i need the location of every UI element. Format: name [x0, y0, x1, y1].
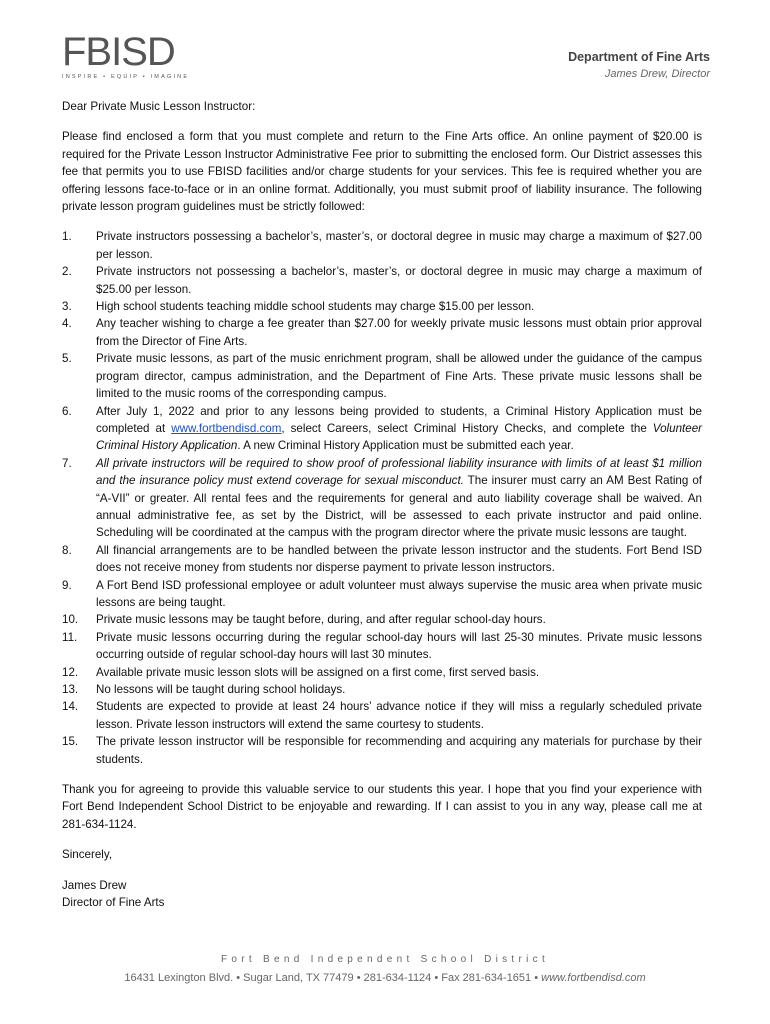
list-item [62, 315, 702, 350]
item-text: Private music lessons, as part of the music enrichment program, shall be allowed under the guidance of the campus program director, campus administration, and the Department of Fine Arts. These private music lessons shall be limited to the music rooms of the corresponding campus. [96, 352, 702, 401]
list-item [62, 733, 702, 768]
list-item [62, 611, 702, 628]
list-item [62, 455, 702, 542]
item-number: 3. [62, 300, 72, 314]
list-item [62, 577, 702, 612]
item-number: 5. [62, 352, 72, 366]
item-text-italic: Volunteer Criminal History Application [96, 421, 702, 453]
item-text: Available private music lesson slots will be assigned on a first come, first served basis. [96, 665, 540, 679]
signature-block [62, 877, 702, 912]
signoff: Sincerely, [62, 848, 113, 862]
item-text-pre: After July 1, 2022 and prior to any lessons being provided to students, a Criminal History Application must be completed at [96, 404, 702, 435]
item-text: Private instructors possessing a bachelor’s, master’s, or doctoral degree in music may charge a maximum of $27.00 per lesson. [96, 230, 702, 261]
item-text: The private lesson instructor will be responsible for recommending and acquiring any materials for purchase by their students. [96, 735, 702, 766]
list-item [62, 228, 702, 263]
list-item [62, 664, 702, 681]
department-name: Department of Fine Arts [568, 50, 710, 64]
item-number: 12. [62, 665, 79, 679]
closing-paragraph: Thank you for agreeing to provide this valuable service to our students this year. I hope that you find your experience with Fort Bend Independent School District to be enjoyable and rewarding. If I can assist to you in any way, please call me at 281-634-1124. [62, 783, 702, 831]
item-text: Private music lessons may be taught before, during, and after regular school-day hours. [96, 613, 546, 627]
item-text: Any teacher wishing to charge a fee greater than $27.00 for weekly private music lessons must obtain prior approval from the Director of Fine Arts. [96, 317, 702, 348]
item-text-post: The insurer must carry an AM Best Rating of “A-VII” or greater. All rental fees and the requirements for general and auto liability coverage shall be waived. An annual administrative fee, as set by the District, will be assessed to each private instructor and paid online. Scheduling will be coordinated at the campus with the program director where the private music lessons are taught. [96, 474, 702, 540]
list-item [62, 403, 702, 455]
item-text: Private music lessons occurring during the regular school-day hours will last 25-30 minutes. Private music lessons occurring outside of regular school-day hours will last 30 minutes. [96, 630, 702, 662]
item-text-post: . A new Criminal History Application must be submitted each year. [237, 439, 574, 453]
item-number: 11. [62, 630, 78, 644]
item-number: 6. [62, 404, 72, 418]
guidelines-list [62, 228, 702, 768]
item-number: 8. [62, 543, 72, 557]
item-text: A Fort Bend ISD professional employee or adult volunteer must always supervise the music area when private music lessons are being taught. [96, 578, 702, 609]
department-director: James Drew, Director [604, 68, 710, 80]
item-text-mid: , select Careers, select Criminal History Checks, and complete the [281, 421, 653, 435]
footer-address: 16431 Lexington Blvd. • Sugar Land, TX 77479 • 281-634-1124 • Fax 281-634-1651 • [124, 972, 542, 984]
item-number: 15. [62, 735, 79, 749]
footer-contact [0, 972, 770, 984]
footer-website: www.fortbendisd.com [541, 972, 646, 984]
list-item [62, 298, 702, 315]
list-item [62, 681, 702, 698]
logo-wordmark: FBISD [62, 30, 175, 74]
item-text: No lessons will be taught during school holidays. [96, 683, 346, 696]
signer-title: Director of Fine Arts [62, 896, 165, 910]
list-item [62, 350, 702, 402]
department-block [568, 50, 710, 80]
list-item [62, 698, 702, 733]
item-text-italic: All private instructors will be required to show proof of professional liability insurance with limits of at least $1 million and the insurance policy must extend coverage for sexual misconduct. [96, 456, 702, 488]
signer-name: James Drew [62, 878, 127, 892]
logo-tagline: INSPIRE • EQUIP • IMAGINE [62, 74, 190, 80]
list-item [62, 263, 702, 298]
letter-body [62, 98, 702, 911]
item-number: 1. [62, 230, 72, 244]
item-text: Students are expected to provide at least 24 hours’ advance notice if they will miss a regularly scheduled private lesson. Private lesson instructors will extend the same courtesy to students. [96, 700, 702, 731]
district-website-link[interactable]: www.fortbendisd.com [171, 421, 282, 435]
item-number: 7. [62, 456, 72, 470]
list-item [62, 629, 702, 664]
item-number: 2. [62, 265, 72, 279]
item-number: 13. [62, 683, 79, 696]
intro-paragraph: Please find enclosed a form that you must complete and return to the Fine Arts office. An online payment of $20.00 is required for the Private Lesson Instructor Administrative Fee prior to submitting the enclosed form. Our District assesses this fee that permits you to use FBISD facilities and/or charge students for your services. This fee is required whether you are offering lessons face-to-face or in an online format. Additionally, you must submit proof of liability insurance. The following private lesson program guidelines must be strictly followed: [62, 130, 702, 214]
item-text: Private instructors not possessing a bachelor’s, master’s, or doctoral degree in music may charge a maximum of $25.00 per lesson. [96, 265, 702, 296]
district-logo [62, 30, 190, 80]
item-text: High school students teaching middle school students may charge $15.00 per lesson. [96, 300, 535, 314]
item-number: 14. [62, 700, 79, 714]
item-number: 10. [62, 613, 79, 627]
item-number: 9. [62, 578, 72, 592]
item-text: All financial arrangements are to be handled between the private lesson instructor and the students. Fort Bend ISD does not receive money from students nor disperse payment to private lesson instructors. [96, 543, 702, 575]
list-item [62, 542, 702, 577]
footer-district-name: Fort Bend Independent School District [220, 954, 550, 965]
greeting: Dear Private Music Lesson Instructor: [62, 100, 256, 113]
item-number: 4. [62, 317, 72, 331]
